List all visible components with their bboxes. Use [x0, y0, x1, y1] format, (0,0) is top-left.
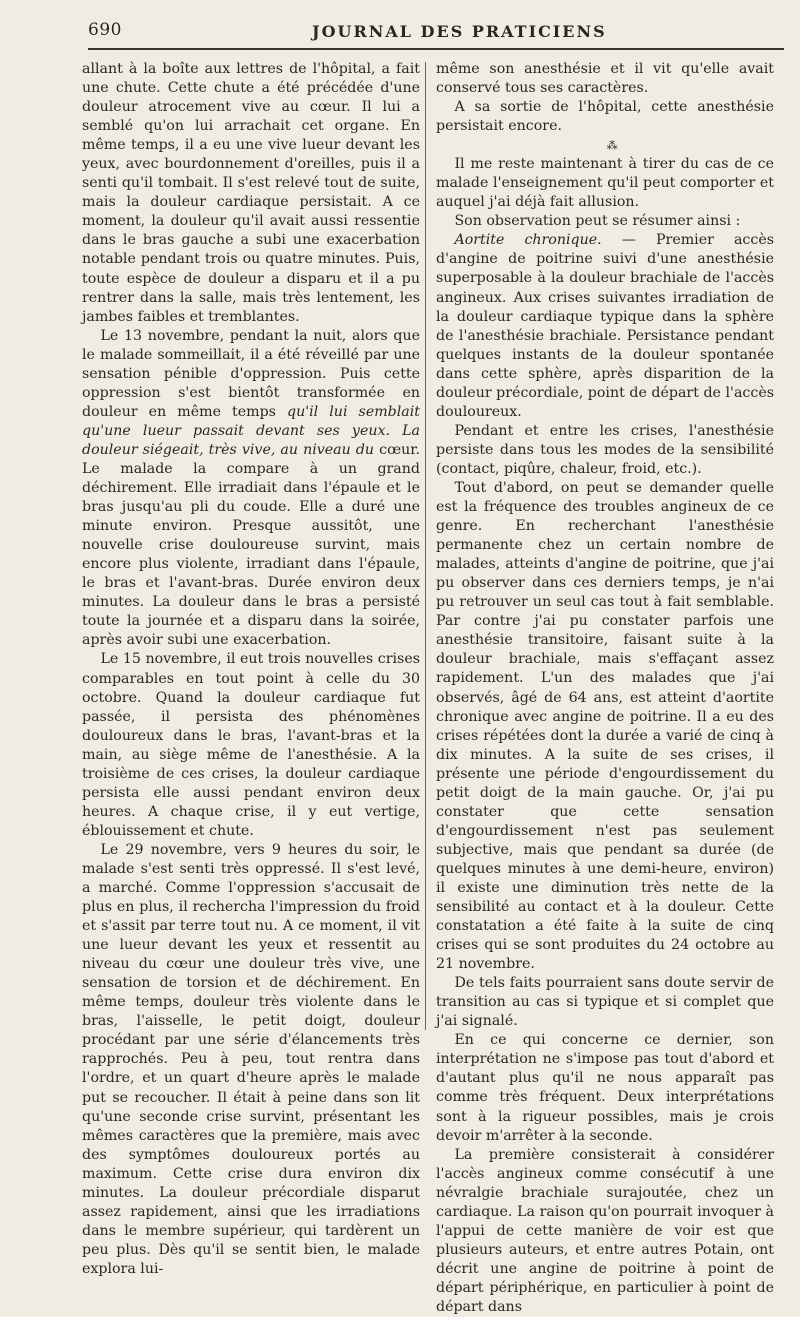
text-run: Le 13 novembre, pendant la nuit, alors que le malade sommeillait, il a été réveillé par une sensation pénible d'oppression. Puis cette oppression s'est bientôt transformée en douleur en même temps [82, 327, 420, 420]
page-number: 690 [88, 20, 122, 40]
paragraph: même son anesthésie et il vit qu'elle avait conservé tous ses caractères. [436, 61, 774, 97]
paragraph: De tels faits pourraient sans doute servir de transition au cas si typique et si complet que j'ai signalé. [436, 975, 774, 1030]
right-column [436, 60, 774, 1317]
paragraph: En ce qui concerne ce dernier, son interprétation ne s'impose pas tout d'abord et d'autant plus qu'il ne nous apparaît pas comme très fréquent. Deux interprétations sont à la rigueur possibles, mais je crois devoir m'arrêter à la seconde. [436, 1032, 774, 1144]
paragraph: Il me reste maintenant à tirer du cas de ce malade l'enseignement qu'il peut comporter et auquel j'ai déjà fait allusion. [436, 156, 774, 211]
paragraph [82, 327, 420, 651]
summary-lead: Aortite chronique. [454, 232, 602, 249]
asterism-separator: ⁂ [606, 139, 618, 153]
text-run: cœur. Le malade la compare à un grand déchirement. Elle irradiait dans l'épaule et le bras jusqu'au pli du coude. Elle a duré une minute environ. Presque aussitôt, une nouvelle crise douloureuse survint, mais encore plus violente, irradiant dans l'épaule, le bras et l'avant-bras. Durée environ deux minutes. La douleur dans le bras a persisté toute la journée et a disparu dans la soirée, après avoir subi une exacerbation. [82, 441, 420, 649]
paragraph: A sa sortie de l'hôpital, cette anesthésie persistait encore. [436, 99, 774, 135]
summary-text: — Premier accès d'angine de poitrine suivi d'une anesthésie superposable à la douleur brachiale de l'accès angineux. Aux crises suivantes irradiation de la douleur cardiaque typique dans la sphère de l'anesthésie brachiale. Persistance pendant quelques instants de la douleur spontanée dans cette sphère, après disparition de la douleur précordiale, point de départ de l'accès douloureux. [436, 232, 775, 420]
italic-text-run: qu'il lui semblait qu'une lueur passait devant ses yeux. La douleur siégeait, très vive, au niveau du [82, 403, 420, 458]
column-divider [425, 62, 426, 1030]
paragraph: La première consisterait à considérer l'accès angineux comme consécutif à une névralgie brachiale surajoutée, chez un cardiaque. La raison qu'on pourrait invoquer à l'appui de cette manière de voir est que plusieurs auteurs, et entre autres Potain, ont décrit une angine de poitrine à point de départ périphérique, en particulier à point de départ dans [436, 1146, 774, 1315]
header-rule [88, 48, 784, 50]
paragraph: Le 15 novembre, il eut trois nouvelles crises comparables en tout point à celle du 30 octobre. Quand la douleur cardiaque fut passée, il persista des phénomènes douloureux dans le bras, l'avant-bras et la main, au siège même de l'anesthésie. A la troisième de ces crises, la douleur cardiaque persista elle aussi pendant environ deux heures. A chaque crise, il y eut vertige, éblouissement et chute. [82, 651, 420, 839]
paragraph: allant à la boîte aux lettres de l'hôpital, a fait une chute. Cette chute a été précédée d'une douleur atrocement vive au cœur. Il lui a semblé qu'on lui arrachait cet organe. En même temps, il a eu une vive lueur devant les yeux, avec bourdonnement d'oreilles, puis il a senti qu'il tombait. Il s'est relevé tout de suite, mais la douleur cardiaque persistait. A ce moment, la douleur qu'il avait aussi ressentie dans le bras gauche a subi une exacerbation notable pendant trois ou quatre minutes. Puis, toute espèce de douleur a disparu et il a pu rentrer dans la salle, mais très lentement, les jambes faibles et tremblantes. [82, 61, 420, 325]
paragraph: Tout d'abord, on peut se demander quelle est la fréquence des troubles angineux de ce genre. En recherchant l'anesthésie permanente chez un certain nombre de malades, atteints d'angine de poitrine, que j'ai pu observer dans ces derniers temps, je n'ai pu retrouver un seul cas tout à fait semblable. Par contre j'ai pu constater parfois une anesthésie transitoire, faisant suite à la douleur brachiale, mais s'effaçant assez rapidement. L'un des malades que j'ai observés, âgé de 64 ans, est atteint d'aortite chronique avec angine de poitrine. Il a eu des crises répétées dont la durée a varié de cinq à dix minutes. A la suite de ses crises, il présente une période d'engourdissement du petit doigt de la main gauche. Or, j'ai pu constater que cette sensation d'engourdissement n'est pas seulement subjective, mais que pendant sa durée (de quelques minutes à une demi-heure, environ) il existe une diminution très nette de la sensibilité au contact et à la douleur. Cette constatation a été faite à la suite de cinq crises qui se sont produites du 24 octobre au 21 novembre. [436, 479, 774, 973]
paragraph: Le 29 novembre, vers 9 heures du soir, le malade s'est senti très oppressé. Il s'est levé, a marché. Comme l'oppression s'accusait de plus en plus, il rechercha l'impression du froid et s'assit par terre tout nu. A ce moment, il vit une lueur devant les yeux et ressentit au niveau du cœur une douleur très vive, une sensation de torsion et de déchirement. En même temps, douleur très violente dans le bras, l'aisselle, le petit doigt, douleur procédant par une série d'élancements très rapprochés. Peu à peu, tout rentra dans l'ordre, et un quart d'heure après le malade put se recoucher. Il était à peine dans son lit qu'une seconde crise survint, présentant les mêmes caractères que la première, mais avec des symptômes douloureux portés au maximum. Cette crise dura environ dix minutes. La douleur précordiale disparut assez rapidement, ainsi que les irradiations dans le membre supérieur, qui tardèrent un peu plus. Dès qu'il se sentit bien, le malade explora lui- [82, 841, 420, 1277]
summary-paragraph [436, 231, 774, 421]
paragraph: Son observation peut se résumer ainsi : [454, 213, 741, 230]
running-title: JOURNAL DES PRATICIENS [312, 22, 607, 41]
paragraph: Pendant et entre les crises, l'anesthésie persiste dans tous les modes de la sensibilité (contact, piqûre, chaleur, froid, etc.). [436, 422, 774, 477]
left-column [82, 60, 420, 1279]
